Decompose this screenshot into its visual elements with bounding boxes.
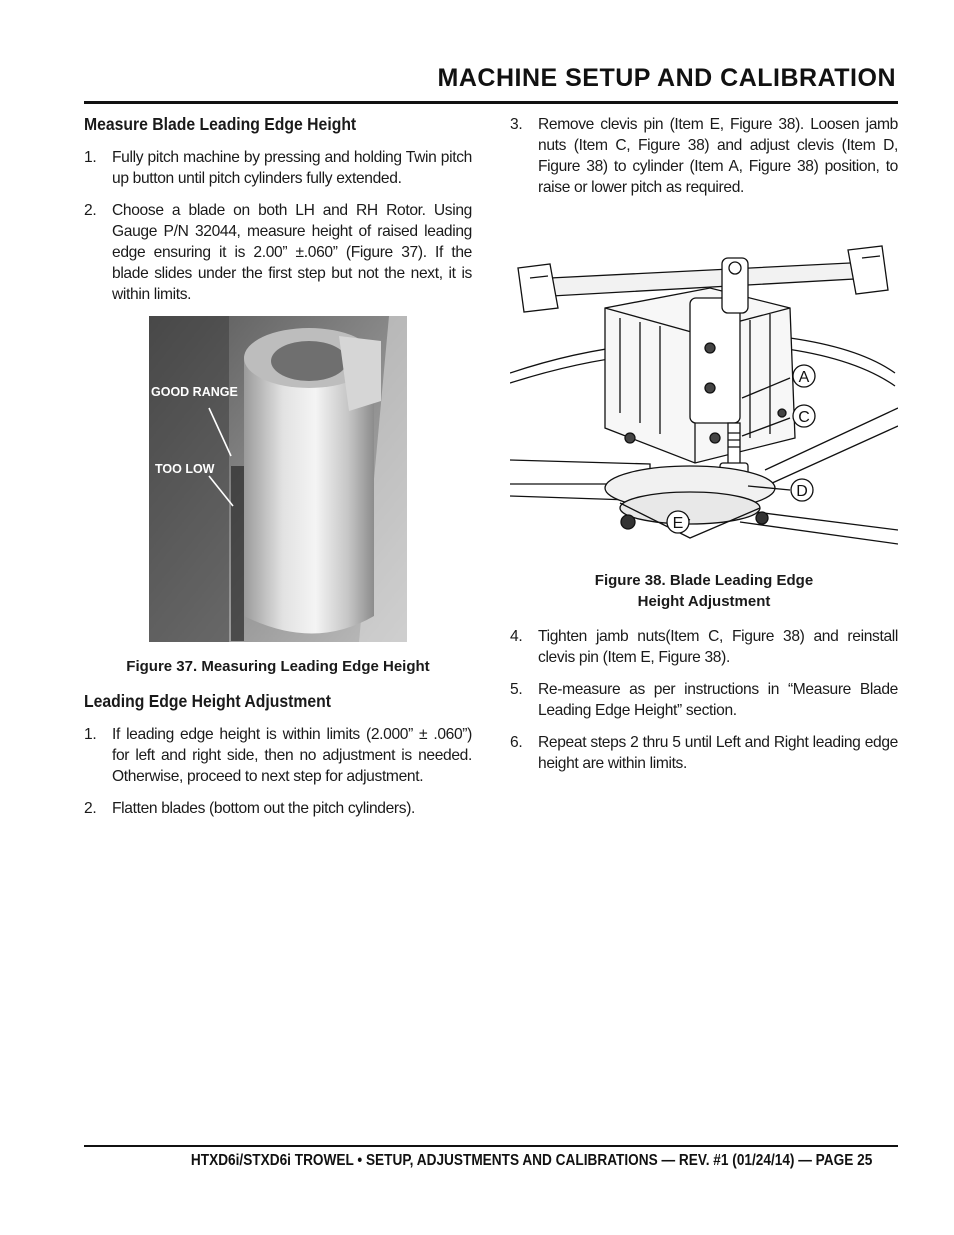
section-heading-adjustment: Leading Edge Height Adjustment: [84, 691, 332, 711]
callout-c: C: [798, 409, 810, 426]
callout-a: A: [798, 369, 810, 386]
steps-after-figure: [510, 626, 898, 774]
list-item: [84, 200, 472, 305]
step-text: Choose a blade on both LH and RH Rotor. Using Gauge P/N 32044, measure height of raised leading edge ensuring it is 2.00” ±.060” (Figure 37). If the blade slides under the first step but not the next, it is within limits.: [112, 202, 472, 303]
right-column: [510, 114, 898, 785]
good-range-label: GOOD RANGE: [151, 385, 238, 399]
list-item: [84, 724, 472, 787]
figure-37-caption: Figure 37. Measuring Leading Edge Height: [126, 658, 430, 675]
page-title: MACHINE SETUP AND CALIBRATION: [437, 64, 896, 92]
steps-before-figure: [510, 114, 898, 198]
section-heading-measure: Measure Blade Leading Edge Height: [84, 114, 357, 134]
step-number: 1.: [84, 149, 97, 166]
figure-37-photo: [149, 316, 407, 642]
adjustment-steps: [84, 724, 472, 819]
step-number: 5.: [510, 681, 523, 698]
page-footer: HTXD6i/STXD6i TROWEL • SETUP, ADJUSTMENTS AND CALIBRATIONS — REV. #1 (01/24/14) — PAGE 25: [190, 1152, 872, 1169]
step-text: Flatten blades (bottom out the pitch cylinders).: [112, 800, 416, 817]
step-text: Repeat steps 2 thru 5 until Left and Right leading edge height are within limits.: [538, 734, 898, 772]
step-number: 2.: [84, 800, 97, 817]
figure-38-caption-line2: Height Adjustment: [637, 593, 771, 610]
step-number: 2.: [84, 202, 97, 219]
step-text: Fully pitch machine by pressing and holding Twin pitch up button until pitch cylinders fully extended.: [112, 149, 472, 187]
footer-rule: [84, 1145, 898, 1147]
callout-e: E: [672, 515, 684, 532]
callout-d: D: [796, 483, 808, 500]
gauge-photo-illustration: [149, 316, 407, 642]
list-item: [510, 679, 898, 721]
step-number: 1.: [84, 726, 97, 743]
step-text: If leading edge height is within limits (2.000” ± .060”) for left and right side, then no adjustment is needed. Otherwise, proceed to next step for adjustment.: [112, 726, 472, 785]
step-text: Re-measure as per instructions in “Measure Blade Leading Edge Height” section.: [538, 681, 898, 719]
left-column: [84, 114, 472, 830]
step-number: 6.: [510, 734, 523, 751]
header-rule: [84, 101, 898, 104]
list-item: [84, 147, 472, 189]
step-text: Tighten jamb nuts(Item C, Figure 38) and reinstall clevis pin (Item E, Figure 38).: [538, 628, 898, 666]
list-item: [510, 732, 898, 774]
list-item: [84, 798, 472, 819]
measure-steps: [84, 147, 472, 305]
step-text: Remove clevis pin (Item E, Figure 38). Loosen jamb nuts (Item C, Figure 38) and adjust clevis (Item D, Figure 38) to cylinder (Item A, Figure 38) position, to raise or lower pitch as required.: [538, 116, 898, 196]
too-low-label: TOO LOW: [155, 462, 215, 476]
list-item: [510, 626, 898, 668]
list-item: [510, 114, 898, 198]
step-number: 4.: [510, 628, 523, 645]
figure-38-drawing: [510, 238, 898, 558]
step-number: 3.: [510, 116, 523, 133]
figure-38-caption-line1: Figure 38. Blade Leading Edge: [594, 572, 814, 589]
